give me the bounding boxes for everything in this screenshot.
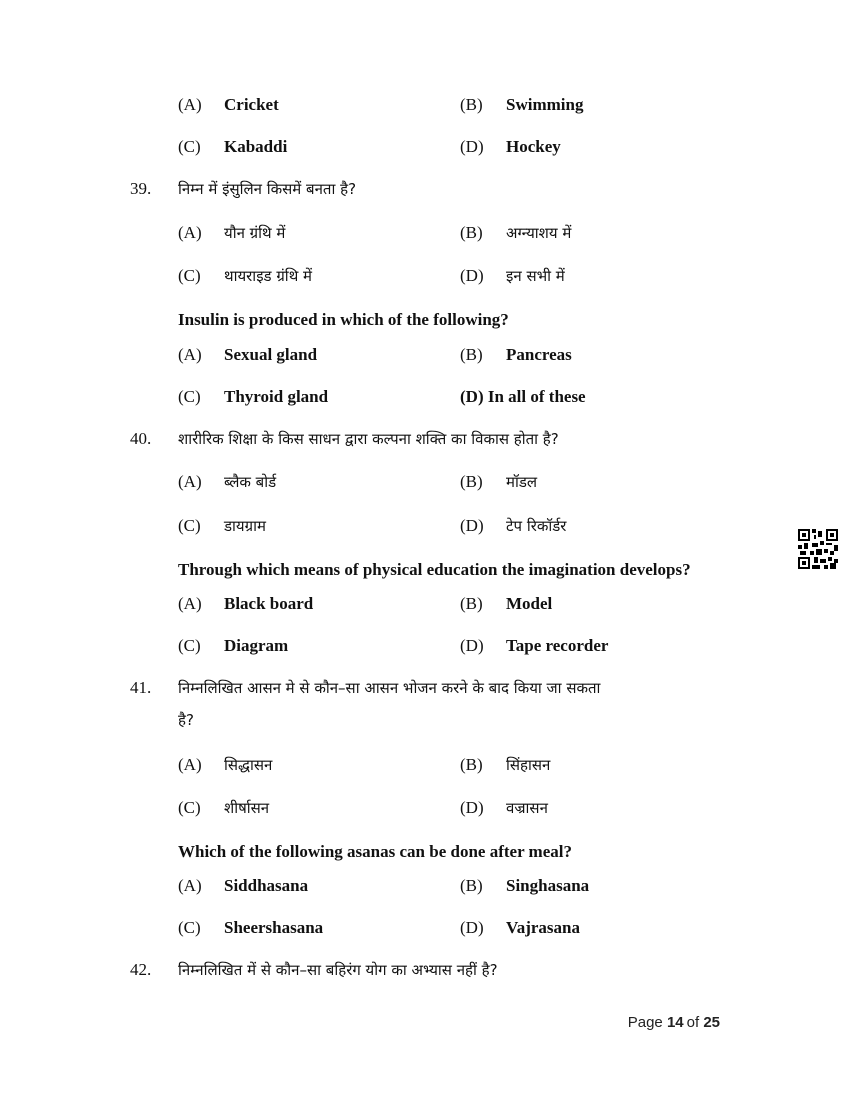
option-label: (C) (178, 387, 201, 406)
option-label: (D) (460, 798, 484, 817)
option-label: (D) (460, 516, 484, 535)
option-text: यौन ग्रंथि में (224, 224, 286, 242)
page-label: Page (627, 1014, 663, 1031)
question-text: शारीरिक शिक्षा के किस साधन द्वारा कल्पना शक्ति का विकास होता है? (178, 430, 559, 448)
option-label: (B) (460, 345, 483, 364)
option-label: (B) (460, 594, 483, 613)
option-label: (C) (178, 798, 201, 817)
option-label: (A) (178, 472, 202, 491)
option-label: (C) (178, 636, 201, 655)
option-text: Hockey (506, 137, 561, 156)
question-text: निम्न में इंसुलिन किसमें बनता है? (178, 180, 357, 198)
q40-english-question: Through which means of physical education the imagination develops? (178, 560, 691, 579)
q42-hindi-question (0, 957, 850, 983)
option-label: (B) (460, 472, 483, 491)
option-text: इन सभी में (506, 267, 565, 285)
option-text: डायग्राम (224, 517, 266, 535)
option-text: Model (506, 594, 553, 613)
option-text: वज्रासन (506, 799, 548, 817)
option-text: टेप रिकॉर्डर (506, 517, 567, 535)
question-number: 41. (130, 678, 152, 697)
option-label: (A) (178, 345, 202, 364)
option-label: (C) (178, 516, 201, 535)
option-text: (D) In all of these (460, 387, 586, 406)
option-text: Sexual gland (224, 345, 318, 364)
current-page: 14 (666, 1014, 684, 1031)
q39-hindi-question (0, 176, 850, 202)
question-text: निम्नलिखित में से कौन–सा बहिरंग योग का अभ्यास नहीं है? (178, 961, 498, 979)
option-text: सिद्धासन (224, 756, 273, 774)
option-text: शीर्षासन (224, 799, 270, 817)
option-text: Siddhasana (224, 876, 309, 895)
option-label: (D) (460, 918, 484, 937)
option-label: (C) (178, 266, 201, 285)
option-text: Cricket (224, 95, 279, 114)
page-of: of (686, 1014, 700, 1031)
option-label: (C) (178, 137, 201, 156)
option-label: (B) (460, 755, 483, 774)
total-pages: 25 (703, 1014, 720, 1031)
question-text: निम्नलिखित आसन मे से कौन–सा आसन भोजन करने के बाद किया जा सकता (178, 679, 601, 697)
option-label: (A) (178, 755, 202, 774)
option-label: (A) (178, 95, 202, 114)
option-text: Tape recorder (506, 636, 609, 655)
option-label: (B) (460, 95, 483, 114)
question-number: 42. (130, 960, 152, 979)
q40-hindi-question (0, 426, 850, 452)
option-text: Pancreas (506, 345, 572, 364)
option-text: Singhasana (506, 876, 590, 895)
option-label: (A) (178, 876, 202, 895)
qr-code-icon (798, 529, 838, 569)
option-label: (D) (460, 636, 484, 655)
option-text: Sheershasana (224, 918, 324, 937)
option-text: Vajrasana (506, 918, 580, 937)
option-text: Thyroid gland (224, 387, 329, 406)
page-footer (628, 1014, 720, 1031)
q41-hindi-question-cont: है? (178, 711, 194, 729)
q41-english-question: Which of the following asanas can be done after meal? (178, 842, 572, 861)
option-label: (B) (460, 876, 483, 895)
option-label: (B) (460, 223, 483, 242)
option-text: Black board (224, 594, 314, 613)
option-label: (A) (178, 594, 202, 613)
option-label: (A) (178, 223, 202, 242)
option-text: अग्न्याशय में (506, 224, 572, 242)
option-text: सिंहासन (506, 756, 551, 774)
question-number: 39. (130, 179, 152, 198)
option-text: Kabaddi (224, 137, 288, 156)
q39-english-question: Insulin is produced in which of the following? (178, 310, 509, 329)
option-text: Diagram (224, 636, 289, 655)
option-text: मॉडल (506, 473, 538, 491)
option-label: (C) (178, 918, 201, 937)
option-text: ब्लैक बोर्ड (224, 473, 277, 491)
option-text: Swimming (506, 95, 584, 114)
option-label: (D) (460, 266, 484, 285)
question-number: 40. (130, 429, 152, 448)
option-text: थायराइड ग्रंथि में (224, 267, 313, 285)
q41-hindi-question (0, 675, 850, 701)
option-label: (D) (460, 137, 484, 156)
